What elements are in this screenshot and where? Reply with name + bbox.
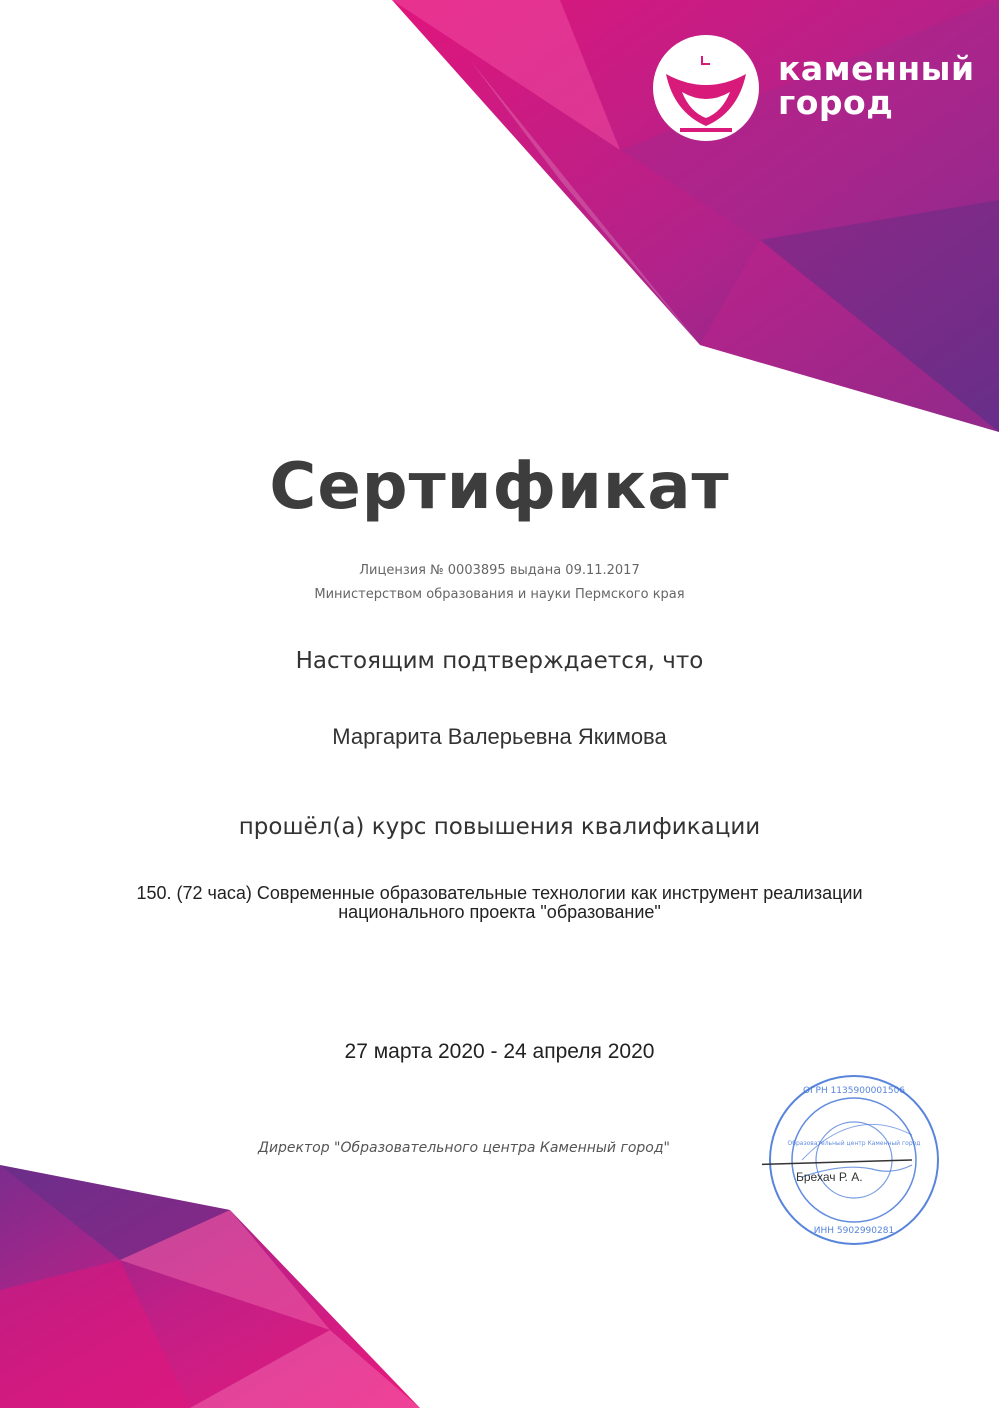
course-title-line-1: 150. (72 часа) Современные образовательные технологии как инструмент реализации [136,883,863,903]
official-stamp [762,1065,942,1255]
signatory-name: Брехач Р. А. [796,1170,863,1184]
certificate-title: Сертификат [269,450,730,524]
stamp-org: Образовательный центр Каменный город [787,1140,921,1147]
director-title: Директор "Образовательного центра Каменный город" [258,1140,670,1156]
recipient-name: Маргарита Валерьевна Якимова [332,724,667,749]
license-line-2: Министерством образования и науки Пермского края [314,587,685,602]
logo-text [778,49,975,122]
course-title-line-2: национального проекта "образование" [338,902,661,922]
course-label: прошёл(а) курс повышения квалификации [238,814,761,840]
stamp-ogrn: ОГРН 1135900001506 [802,1086,906,1096]
logo-line-2: город [778,83,894,122]
course-title [0,884,999,922]
confirm-text: Настоящим подтверждается, что [295,648,704,674]
course-dates: 27 марта 2020 - 24 апреля 2020 [344,1040,655,1063]
logo-line-1: каменный [778,49,975,88]
license-line-1: Лицензия № 0003895 выдана 09.11.2017 [359,563,640,578]
stamp-inn: ИНН 5902990281 [813,1226,895,1236]
